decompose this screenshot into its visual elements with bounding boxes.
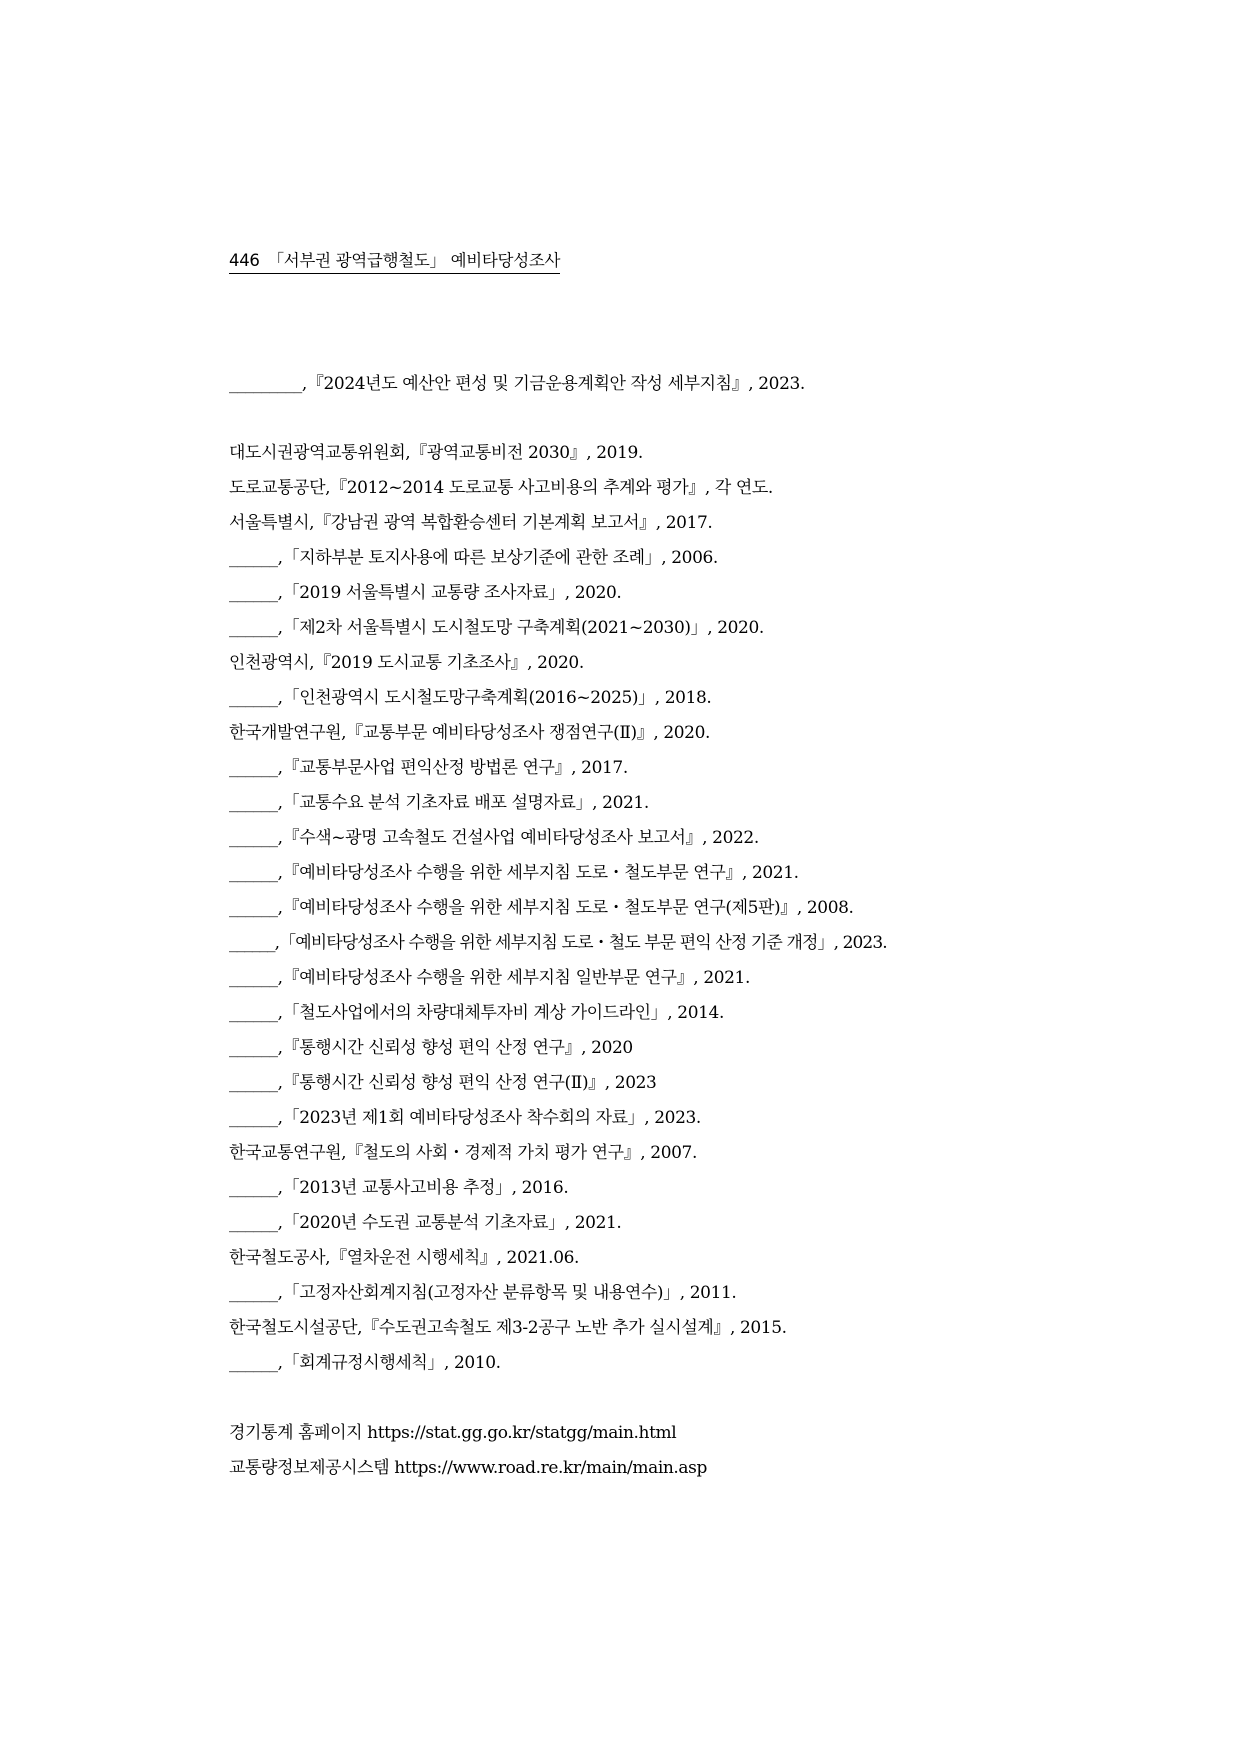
reference-entry: ______,「철도사업에서의 차량대체투자비 계상 가이드라인」, 2014. <box>229 1003 724 1023</box>
reference-entry: ______,「2019 서울특별시 교통량 조사자료」, 2020. <box>229 583 622 603</box>
website-entry: 경기통계 홈페이지 https://stat.gg.go.kr/statgg/main.html <box>229 1423 677 1443</box>
reference-entry: 서울특별시,『강남권 광역 복합환승센터 기본계획 보고서』, 2017. <box>229 513 713 533</box>
page-number: 446 <box>229 251 260 270</box>
reference-entry: ______,『통행시간 신뢰성 향성 편익 산정 연구(Ⅱ)』, 2023 <box>229 1073 657 1093</box>
reference-entry: 한국개발연구원,『교통부문 예비타당성조사 쟁점연구(Ⅱ)』, 2020. <box>229 723 710 743</box>
reference-entry: ______,「인천광역시 도시철도망구축계획(2016~2025)」, 2018. <box>229 688 712 708</box>
reference-entry: ______,「고정자산회계지침(고정자산 분류항목 및 내용연수)」, 2011. <box>229 1283 737 1303</box>
reference-entry: ______,「교통수요 분석 기초자료 배포 설명자료」, 2021. <box>229 793 649 813</box>
page-header <box>229 251 560 274</box>
reference-entry: ______,「2023년 제1회 예비타당성조사 착수회의 자료」, 2023. <box>229 1108 701 1128</box>
reference-entry: 대도시권광역교통위원회,『광역교통비전 2030』, 2019. <box>229 443 643 463</box>
website-entry: 교통량정보제공시스템 https://www.road.re.kr/main/main.asp <box>229 1458 707 1478</box>
reference-entry: _________,『2024년도 예산안 편성 및 기금운용계획안 작성 세부지침』, 2023. <box>229 374 805 394</box>
reference-entry: ______,『예비타당성조사 수행을 위한 세부지침 도로・철도부문 연구(제5판)』, 2008. <box>229 898 854 918</box>
reference-entry: 한국철도공사,『열차운전 시행세칙』, 2021.06. <box>229 1248 580 1268</box>
reference-entry: ______,「2013년 교통사고비용 추정」, 2016. <box>229 1178 569 1198</box>
reference-entry: ______,「2020년 수도권 교통분석 기초자료」, 2021. <box>229 1213 622 1233</box>
reference-entry: 한국교통연구원,『철도의 사회・경제적 가치 평가 연구』, 2007. <box>229 1143 697 1163</box>
reference-entry: 도로교통공단,『2012~2014 도로교통 사고비용의 추계와 평가』, 각 연도. <box>229 478 773 498</box>
reference-entry: 인천광역시,『2019 도시교통 기초조사』, 2020. <box>229 653 584 673</box>
reference-entry: ______,『예비타당성조사 수행을 위한 세부지침 일반부문 연구』, 2021. <box>229 968 750 988</box>
reference-entry: ______,「회계규정시행세칙」, 2010. <box>229 1353 501 1373</box>
reference-entry: ______,「예비타당성조사 수행을 위한 세부지침 도로・철도 부문 편익 산정 기준 개정」, 2023. <box>229 933 887 953</box>
reference-entry: ______,「지하부분 토지사용에 따른 보상기준에 관한 조례」, 2006. <box>229 548 718 568</box>
reference-entry: ______,『교통부문사업 편익산정 방법론 연구』, 2017. <box>229 758 628 778</box>
reference-entry: ______,『수색~광명 고속철도 건설사업 예비타당성조사 보고서』, 2022. <box>229 828 759 848</box>
reference-entry: ______,『예비타당성조사 수행을 위한 세부지침 도로・철도부문 연구』, 2021. <box>229 863 799 883</box>
reference-entry: 한국철도시설공단,『수도권고속철도 제3-2공구 노반 추가 실시설계』, 2015. <box>229 1318 787 1338</box>
reference-entry: ______,『통행시간 신뢰성 향성 편익 산정 연구』, 2020 <box>229 1038 633 1058</box>
running-title: 「서부권 광역급행철도」 예비타당성조사 <box>267 251 561 270</box>
reference-entry: ______,「제2차 서울특별시 도시철도망 구축계획(2021~2030)」, 2020. <box>229 618 764 638</box>
